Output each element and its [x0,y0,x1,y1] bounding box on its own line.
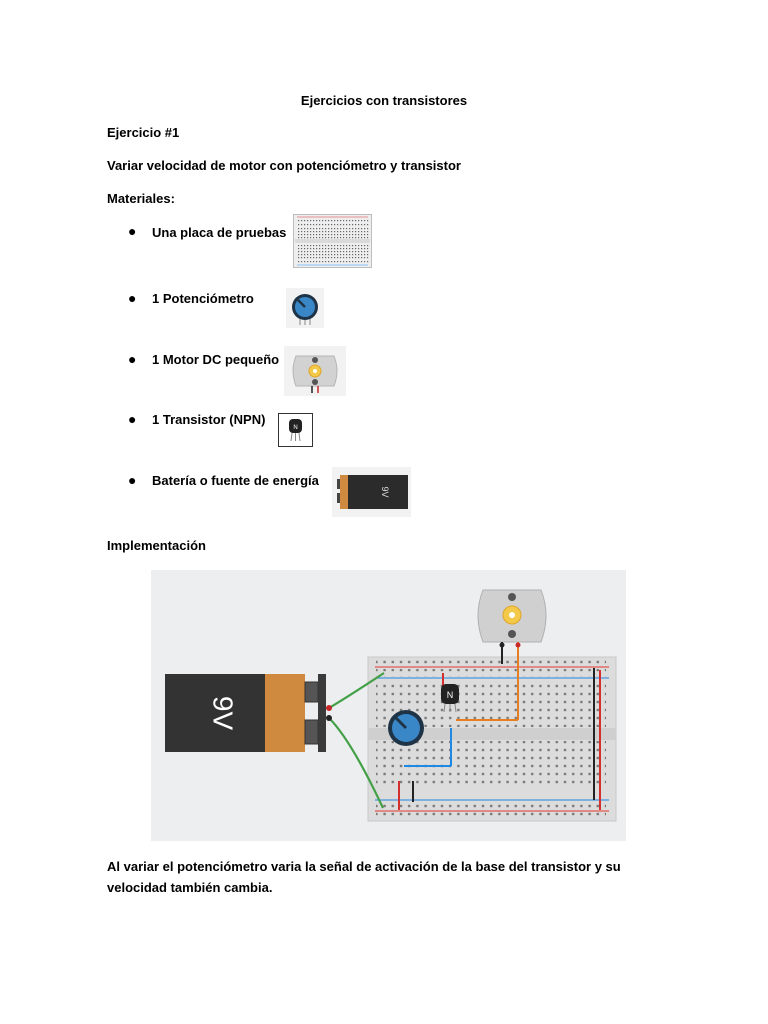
exercise-heading: Ejercicio #1 [107,125,180,140]
page-title: Ejercicios con transistores [300,93,468,108]
bullet-icon: ● [128,290,137,306]
bullet-icon: ● [128,411,137,427]
material-label: Una placa de pruebas [152,225,287,240]
potentiometer [388,710,424,746]
bullet-icon: ● [128,351,137,367]
material-label: 1 Potenciómetro [152,291,254,306]
material-label: 1 Transistor (NPN) [152,412,266,427]
materials-heading: Materiales: [107,191,175,206]
transistor-label: N [293,425,298,431]
breadboard-icon [293,214,372,268]
transistor-icon [278,413,313,447]
battery-voltage-label: 9V [207,695,239,731]
potentiometer-icon [286,288,324,328]
transistor-diagram-label: N [446,690,454,700]
conclusion-paragraph: Al variar el potenciómetro varia la señal de activación de la base del transistor y su velocidad también cambia. [107,859,621,895]
material-label: 1 Motor DC pequeño [152,352,280,367]
exercise-title: Variar velocidad de motor con potenciómetro y transistor [107,158,461,173]
implementation-heading: Implementación [107,538,206,553]
bullet-icon: ● [128,472,137,488]
dc-motor-icon [284,346,346,396]
battery-label: 9V [380,486,390,498]
circuit-diagram [151,570,626,841]
battery-9v [165,674,326,752]
battery-icon [332,467,411,517]
material-label: Batería o fuente de energía [152,473,319,488]
bullet-icon: ● [128,223,137,239]
